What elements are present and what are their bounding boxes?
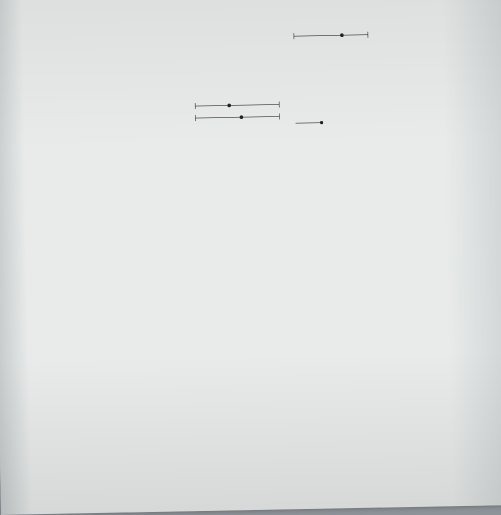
explanatory-text (32, 248, 462, 256)
tvp-chart (188, 366, 350, 491)
map-indicator (293, 117, 333, 128)
risk-chart (356, 359, 501, 488)
pi-indicators (193, 99, 283, 125)
ktr-chart (32, 373, 184, 494)
crl-indicator (292, 30, 372, 42)
